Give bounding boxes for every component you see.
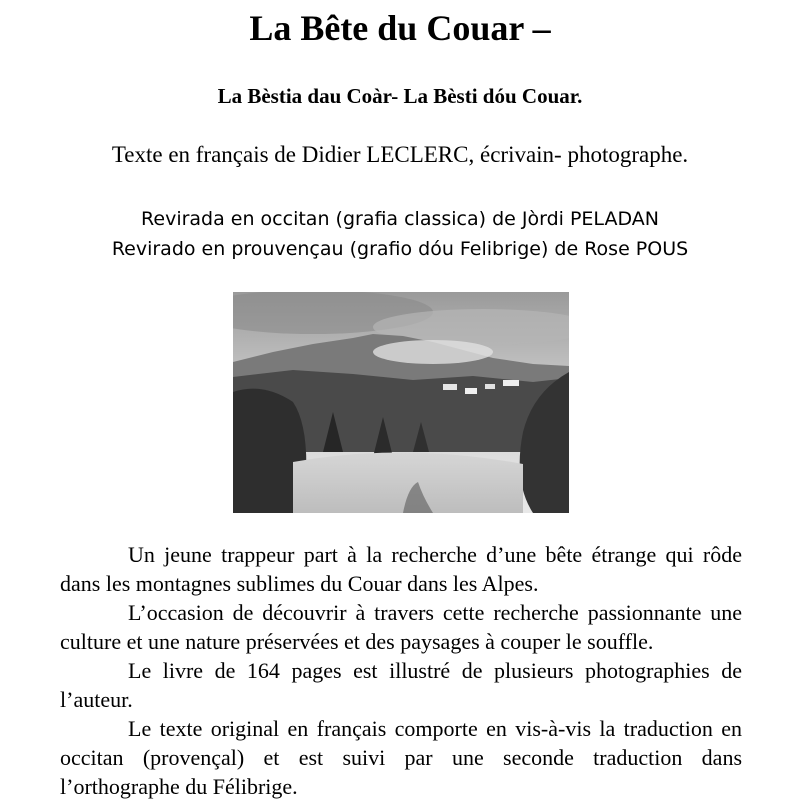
translation-credit-provencal: Revirado en prouvençau (grafio dóu Felibrige) de Rose POUS [111, 238, 689, 260]
page-subtitle: La Bèstia dau Coàr- La Bèsti dóu Couar. [217, 84, 583, 108]
paragraph: Le texte original en français comporte en vis-à-vis la traduction en occitan (provençal) et est suivi par une seconde traduction dans l’orthographe du Félibrige. [60, 716, 742, 799]
paragraph: L’occasion de découvrir à travers cette recherche passionnante une culture et une nature préservées et des paysages à couper le souffle. [60, 600, 742, 654]
paragraph: Un jeune trappeur part à la recherche d’une bête étrange qui rôde dans les montagnes sublimes du Couar dans les Alpes. [60, 542, 742, 596]
photo-image [233, 292, 569, 513]
translation-credit-occitan: Revirada en occitan (grafia classica) de Jòrdi PELADAN [141, 208, 659, 230]
mountain-landscape-photo [233, 292, 569, 513]
translation-credits [0, 204, 800, 264]
paragraph: Le livre de 164 pages est illustré de plusieurs photographies de l’auteur. [60, 658, 742, 712]
description-text [60, 540, 742, 801]
author-line: Texte en français de Didier LECLERC, écrivain- photographe. [111, 142, 689, 167]
page-title: La Bête du Couar – [249, 8, 551, 48]
